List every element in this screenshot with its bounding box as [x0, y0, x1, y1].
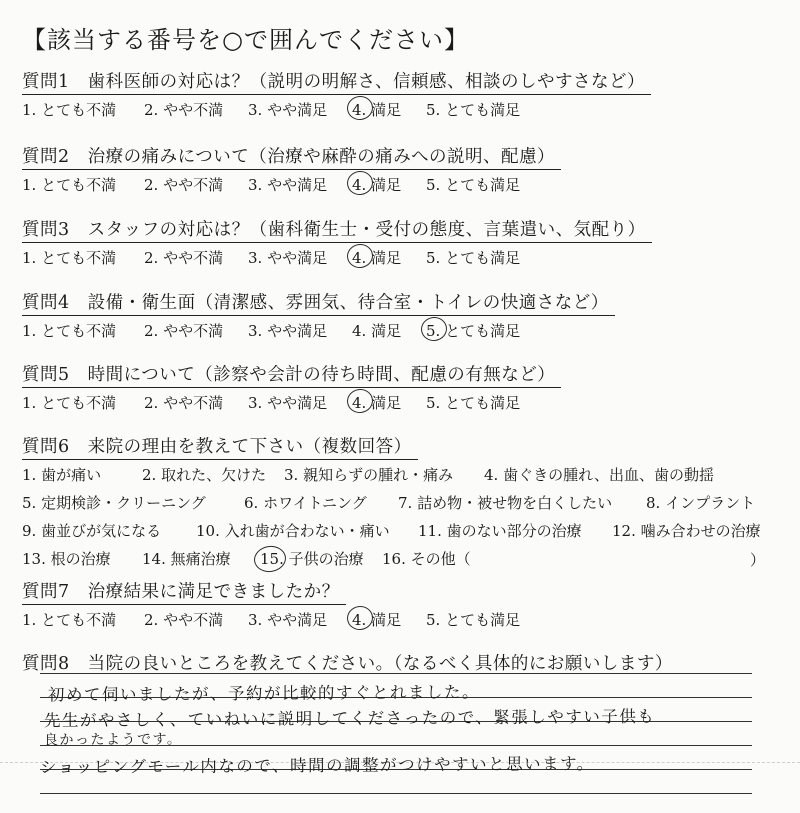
rating-options [22, 99, 792, 123]
rating-options [22, 609, 792, 633]
reason-option[interactable]: 13. 根の治療 [22, 550, 111, 568]
option-label: 4. 満足 [352, 394, 402, 412]
selection-circle [252, 544, 287, 574]
question-text: 治療結果に満足できましたか？ [87, 582, 340, 602]
option-1[interactable]: 1. とても不満 [22, 249, 117, 267]
question-title [22, 216, 652, 243]
option-label: 5. とても満足 [426, 322, 521, 340]
reason-option[interactable]: 11. 歯のない部分の治療 [418, 522, 582, 540]
question-2 [22, 143, 792, 198]
reason-option[interactable]: 7. 詰め物・被せ物を白くしたい [398, 494, 613, 512]
option-label: 4. 満足 [352, 101, 402, 119]
rating-options [22, 392, 792, 416]
question-text: スタッフの対応は？（歯科衛生士・受付の態度、言葉遣い、気配り） [87, 220, 646, 240]
option-2[interactable]: 2. やや不満 [144, 176, 224, 194]
option-3[interactable]: 3. やや満足 [248, 176, 328, 194]
option-label: 4. 満足 [352, 611, 402, 629]
question-4 [22, 289, 792, 344]
form-instruction: 【該当する番号を○で囲んでください】 [22, 26, 469, 54]
reason-option-other[interactable]: 16. その他（ [382, 550, 471, 568]
question-number: 質問6 [22, 437, 70, 457]
question-number: 質問8 [22, 654, 70, 674]
ruled-line [40, 673, 752, 674]
option-5[interactable]: 5. とても満足 [426, 611, 521, 629]
ruled-line [40, 793, 752, 794]
option-1[interactable]: 1. とても不満 [22, 611, 117, 629]
handwritten-answer-line: 初めて伺いましたが、予約が比較的すぐとれました。 [47, 682, 481, 705]
option-5[interactable]: 5. とても満足 [426, 249, 521, 267]
option-5[interactable]: 5. とても満足 [426, 176, 521, 194]
option-2[interactable]: 2. やや不満 [144, 394, 224, 412]
option-3[interactable]: 3. やや満足 [248, 249, 328, 267]
question-number: 質問2 [22, 147, 70, 167]
option-1[interactable]: 1. とても不満 [22, 394, 117, 412]
option-5[interactable] [426, 320, 520, 341]
question-text: 時間について（診察や会計の待ち時間、配慮の有無など） [87, 365, 556, 385]
question-title [22, 68, 651, 95]
reason-option[interactable]: 6. ホワイトニング [244, 494, 367, 512]
question-title [22, 143, 561, 170]
question-title [22, 578, 346, 605]
reason-option[interactable]: 1. 歯が痛い [22, 466, 102, 484]
option-label: 15. 子供の治療 [260, 550, 364, 568]
reason-option[interactable]: 10. 入れ歯が合わない・痛い [196, 522, 390, 540]
option-2[interactable]: 2. やや不満 [144, 101, 224, 119]
question-title [22, 361, 561, 388]
question-7 [22, 578, 792, 633]
option-4[interactable] [352, 174, 401, 195]
question-3 [22, 216, 792, 271]
option-3[interactable]: 3. やや満足 [248, 322, 328, 340]
question-1 [22, 68, 792, 123]
option-2[interactable]: 2. やや不満 [144, 249, 224, 267]
handwritten-answer-line: 良かったようです。 [43, 731, 183, 749]
question-text: 歯科医師の対応は？（説明の明解さ、信頼感、相談のしやすさなど） [87, 72, 645, 92]
question-number: 質問7 [22, 582, 70, 602]
question-text: 設備・衛生面（清潔感、雰囲気、待合室・トイレの快適さなど） [87, 293, 609, 313]
reason-option-15[interactable] [260, 549, 364, 569]
rating-options [22, 320, 792, 344]
reason-option[interactable]: 9. 歯並びが気になる [22, 522, 162, 540]
rating-options [22, 174, 792, 198]
question-text: 治療の痛みについて（治療や麻酔の痛みへの説明、配慮） [87, 147, 555, 167]
reason-option[interactable]: 8. インプラント [646, 494, 756, 512]
option-2[interactable]: 2. やや不満 [144, 611, 224, 629]
option-1[interactable]: 1. とても不満 [22, 322, 117, 340]
option-5[interactable]: 5. とても満足 [426, 101, 521, 119]
reason-option[interactable]: 2. 取れた、欠けた [142, 466, 267, 484]
question-number: 質問4 [22, 293, 70, 313]
option-3[interactable]: 3. やや満足 [248, 611, 328, 629]
reason-option[interactable]: 12. 噛み合わせの治療 [612, 522, 761, 540]
reason-option[interactable]: 4. 歯ぐきの腫れ、出血、歯の動揺 [484, 466, 714, 484]
option-3[interactable]: 3. やや満足 [248, 394, 328, 412]
option-4[interactable] [352, 247, 401, 268]
question-6 [22, 433, 792, 577]
question-5 [22, 361, 792, 416]
handwritten-answer-line: 先生がやさしく、ていねいに説明してくださったので、緊張しやすい子供も [43, 706, 656, 731]
option-label: 4. 満足 [352, 249, 402, 267]
option-2[interactable]: 2. やや不満 [144, 322, 224, 340]
rating-options [22, 247, 792, 271]
option-4[interactable]: 4. 満足 [352, 322, 402, 340]
option-5[interactable]: 5. とても満足 [426, 394, 521, 412]
question-title [22, 289, 615, 316]
option-4[interactable] [352, 609, 401, 630]
reason-options [22, 465, 792, 577]
question-number: 質問5 [22, 365, 70, 385]
question-number: 質問3 [22, 220, 70, 240]
question-title [22, 433, 418, 460]
reason-option[interactable]: 5. 定期検診・クリーニング [22, 494, 206, 512]
question-text: 当院の良いところを教えてください。（なるべく具体的にお願いします） [87, 654, 673, 674]
option-4[interactable] [352, 392, 401, 413]
option-label: 4. 満足 [352, 176, 402, 194]
option-1[interactable]: 1. とても不満 [22, 176, 117, 194]
option-3[interactable]: 3. やや満足 [248, 101, 328, 119]
question-number: 質問1 [22, 72, 70, 92]
reason-option[interactable]: 14. 無痛治療 [142, 550, 231, 568]
question-text: 来院の理由を教えて下さい（複数回答） [87, 437, 412, 457]
handwritten-answer-line: ショッピングモール内なので、時間の調整がつけやすいと思います。 [39, 754, 595, 777]
other-close-paren: ） [750, 551, 766, 569]
option-1[interactable]: 1. とても不満 [22, 101, 117, 119]
option-4[interactable] [352, 99, 401, 120]
reason-option[interactable]: 3. 親知らずの腫れ・痛み [284, 466, 454, 484]
